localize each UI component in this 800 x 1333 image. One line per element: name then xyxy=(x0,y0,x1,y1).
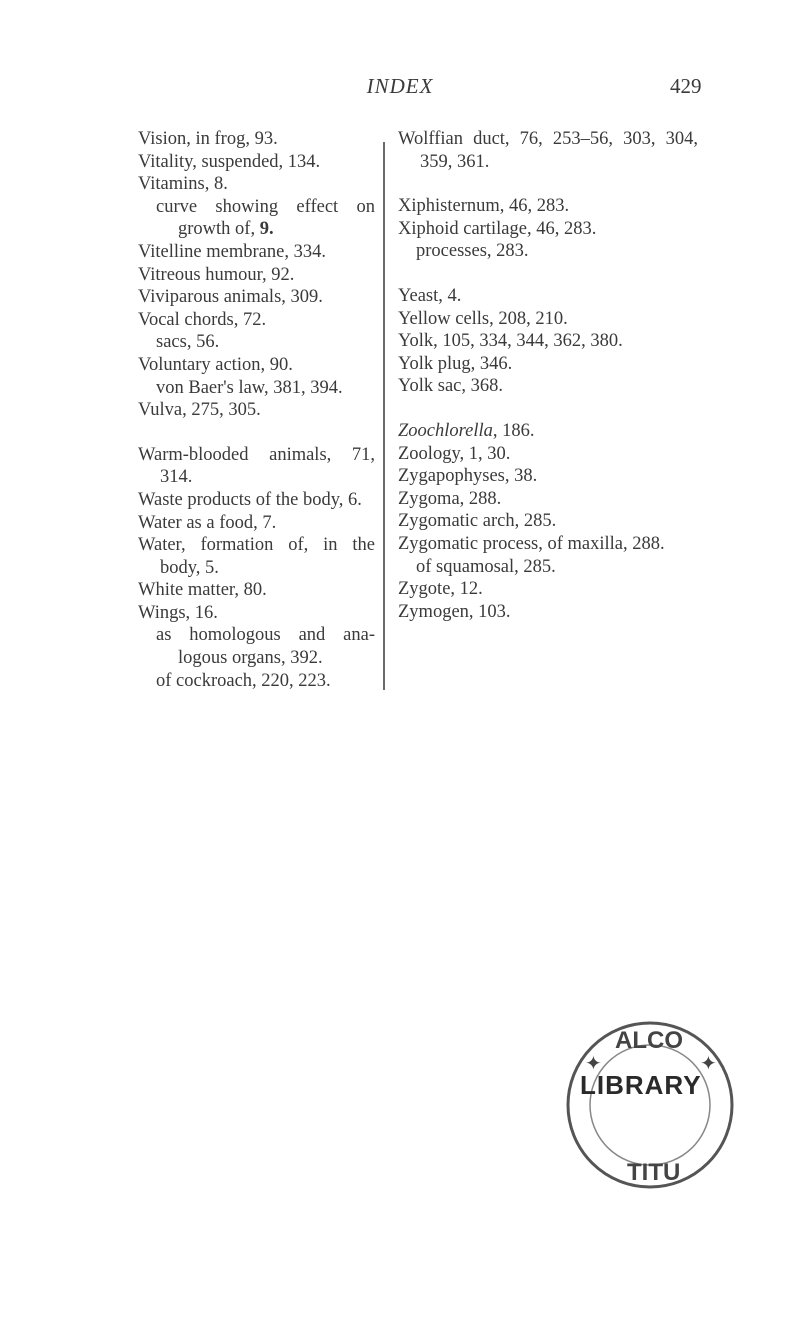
index-entry: Yolk plug, 346. xyxy=(398,353,513,374)
index-group-w xyxy=(138,444,375,693)
group-spacer xyxy=(138,422,375,444)
index-subentry-bold-page: 9. xyxy=(259,219,274,240)
index-entry: Vitality, suspended, 134. xyxy=(138,151,321,172)
index-subentry: sacs, 56. xyxy=(156,332,220,353)
index-group-v xyxy=(138,128,375,422)
index-subentry: of cockroach, 220, 223. xyxy=(156,670,331,691)
page-header-title: INDEX xyxy=(366,74,434,98)
index-entry: Vulva, 275, 305. xyxy=(138,400,261,421)
index-entry: Zoology, 1, 30. xyxy=(398,443,511,464)
index-entry-italic-term: Zoochlorella xyxy=(398,420,493,441)
index-entry: Yellow cells, 208, 210. xyxy=(398,308,568,329)
index-column-right xyxy=(398,128,698,623)
index-subentry: as homologous and ana-logous organs, 392. xyxy=(156,625,375,669)
index-entry: Zymogen, 103. xyxy=(398,601,511,622)
index-entry: Vision, in frog, 93. xyxy=(138,129,278,149)
group-spacer xyxy=(398,263,698,285)
index-entry: Water, formation of, in the body, 5. xyxy=(138,535,375,578)
index-entry: Xiphisternum, 46, 283. xyxy=(398,196,570,217)
index-entry: Xiphoid cartilage, 46, 283. xyxy=(398,218,597,239)
index-entry: Zygoma, 288. xyxy=(398,488,502,509)
index-entry: Vocal chords, 72. xyxy=(138,309,267,330)
index-subentry: of squamosal, 285. xyxy=(416,556,556,577)
index-subentry xyxy=(138,196,375,241)
page-number: 429 xyxy=(670,74,702,98)
index-entry: Yeast, 4. xyxy=(398,285,462,306)
group-spacer xyxy=(398,398,698,420)
index-entry: Vitamins, 8. xyxy=(138,174,228,195)
svg-text:✦: ✦ xyxy=(700,1053,717,1075)
index-column-left xyxy=(138,128,375,692)
index-entry: Vitelline membrane, 334. xyxy=(138,241,326,262)
index-entry: Warm-blooded animals, 71, 314. xyxy=(138,444,375,488)
svg-text:✦: ✦ xyxy=(585,1053,602,1075)
index-subentry-text: curve showing effect on growth of, xyxy=(156,196,375,240)
index-entry xyxy=(398,420,698,443)
index-entry: Yolk sac, 368. xyxy=(398,376,504,397)
svg-text:ALCO: ALCO xyxy=(615,1027,683,1054)
index-entry-pages: , 186. xyxy=(492,420,535,441)
index-subentry: processes, 283. xyxy=(416,241,529,262)
index-entry: Zygomatic arch, 285. xyxy=(398,511,557,532)
index-entry: Wolffian duct, 76, 253–56, 303, 304, 359, 361. xyxy=(398,129,698,172)
index-entry: Zygapophyses, 38. xyxy=(398,466,538,487)
index-entry: Voluntary action, 90. xyxy=(138,354,293,375)
index-entry: Wings, 16. xyxy=(138,602,218,623)
index-entry: Zygote, 12. xyxy=(398,579,483,600)
index-entry: Vitreous humour, 92. xyxy=(138,264,295,285)
svg-text:TITU: TITU xyxy=(627,1159,681,1186)
index-entry: Zygomatic process, of maxilla, 288. xyxy=(398,533,665,554)
index-entry: Viviparous animals, 309. xyxy=(138,287,323,308)
index-subentry: von Baer's law, 381, 394. xyxy=(156,377,343,398)
column-divider xyxy=(383,142,385,690)
index-group-y xyxy=(398,285,698,398)
index-entry: White matter, 80. xyxy=(138,580,267,601)
group-spacer xyxy=(398,173,698,195)
index-group-w-cont xyxy=(398,128,698,173)
index-group-x xyxy=(398,195,698,263)
stamp-label: LIBRARY xyxy=(580,1070,702,1100)
library-stamp-icon xyxy=(555,1010,745,1200)
index-entry: Yolk, 105, 334, 344, 362, 380. xyxy=(398,331,623,352)
index-entry: Waste products of the body, 6. xyxy=(138,489,362,510)
index-entry: Water as a food, 7. xyxy=(138,512,277,533)
index-group-z xyxy=(398,420,698,623)
